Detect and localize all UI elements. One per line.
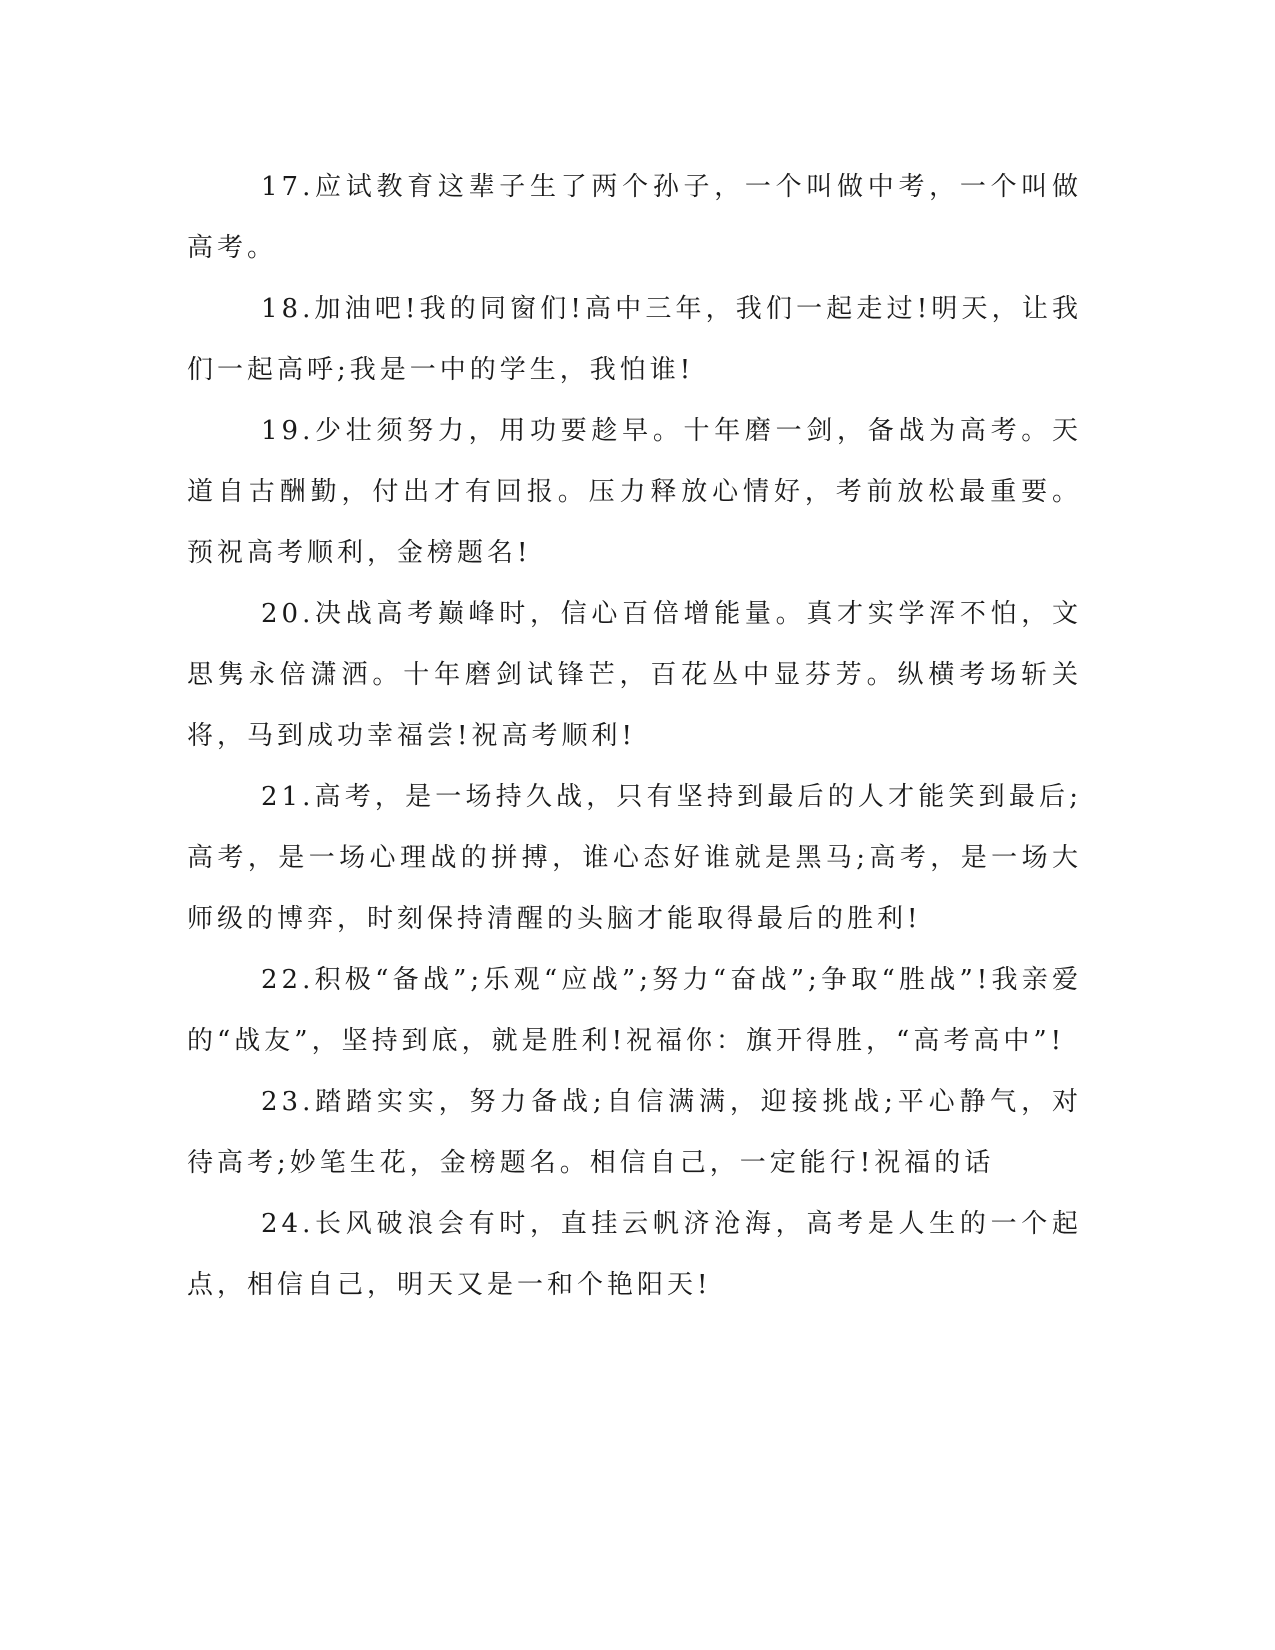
paragraph-18: 18.加油吧!我的同窗们!高中三年，我们一起走过!明天，让我们一起高呼;我是一中的学生，我怕谁! xyxy=(187,294,1082,385)
paragraph-23: 23.踏踏实实，努力备战;自信满满，迎接挑战;平心静气，对待高考;妙笔生花，金榜题名。相信自己，一定能行!祝福的话 xyxy=(187,1087,1082,1178)
paragraph-20: 20.决战高考巅峰时，信心百倍增能量。真才实学浑不怕，文思隽永倍潇洒。十年磨剑试锋芒，百花丛中显芬芳。纵横考场斩关将，马到成功幸福尝!祝高考顺利! xyxy=(187,599,1082,751)
paragraph-22: 22.积极“备战”;乐观“应战”;努力“奋战”;争取“胜战”!我亲爱的“战友”，坚持到底，就是胜利!祝福你：旗开得胜，“高考高中”! xyxy=(187,965,1082,1056)
paragraph-24: 24.长风破浪会有时，直挂云帆济沧海，高考是人生的一个起点，相信自己，明天又是一和个艳阳天! xyxy=(187,1209,1082,1300)
document-body xyxy=(187,157,1082,1316)
paragraph-19: 19.少壮须努力，用功要趁早。十年磨一剑，备战为高考。天道自古酬勤，付出才有回报。压力释放心情好，考前放松最重要。预祝高考顺利，金榜题名! xyxy=(187,416,1082,568)
paragraph-21: 21.高考，是一场持久战，只有坚持到最后的人才能笑到最后;高考，是一场心理战的拼搏，谁心态好谁就是黑马;高考，是一场大师级的博弈，时刻保持清醒的头脑才能取得最后的胜利! xyxy=(187,782,1082,934)
paragraph-17: 17.应试教育这辈子生了两个孙子，一个叫做中考，一个叫做高考。 xyxy=(187,172,1082,263)
